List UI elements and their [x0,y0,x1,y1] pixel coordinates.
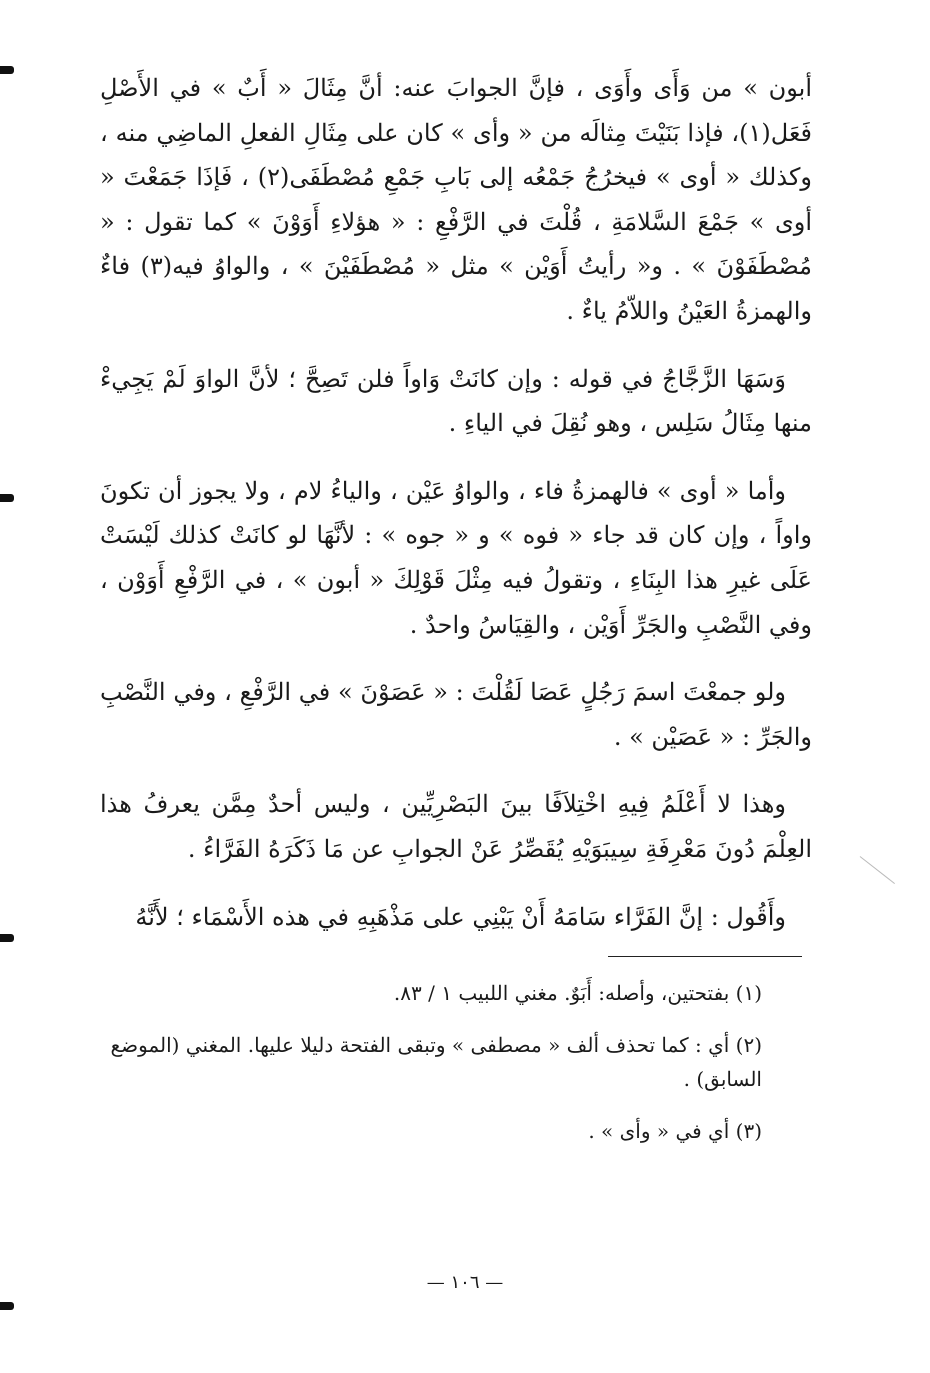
scan-edge-mark [0,1302,14,1310]
paragraph: وأَقُول : إنَّ الفَرَّاء سَامَهُ أَنْ يَبْنِي على مَذْهَبِهِ في هذه الأَسْمَاء ؛ لأَنَّهُ [135,902,786,931]
footnotes [100,976,812,1148]
scan-artifact [860,856,895,884]
paragraph: أبون » من وَأَى وأَوَى ، فإنَّ الجوابَ عنه: أنَّ مِثَالَ « أَبٌ » في الأَصْلِ فَعَل(١)، فإذا بَنَيْتَ مِثالَه من « وأى » كان على مِثَالِ الفعلِ الماضِي منه ، وكذلك « أوى » فيخرُجُ جَمْعُه إلى بَابِ جَمْعِ مُصْطَفَى(٢) ، فَإذَا جَمَعْتَ « أوى » جَمْعَ السَّلامَةِ ، قُلْتَ في الرَّفْعِ : « هؤلاءِ أَوَوْنَ » كما تقول : « مُصْطَفَوْنَ » . و« رأيتُ أَوَيْن » مثل « مُصْطَفَيْنَ » ، والواوُ فيه(٣) فاءٌ والهمزةُ العَيْنُ واللاّمُ ياءٌ . [100,74,813,325]
footnote: (٣) أي في « وأى » . [588,1119,762,1143]
scan-edge-mark [0,494,14,502]
footnote: (١) بفتحتين، وأصله: أَبَوٌ. مغني اللبيب ١ / ٨٣. [393,981,762,1005]
footnote-separator [608,956,802,957]
footnote: (٢) أي : كما تحذف ألف « مصطفى » وتبقى الفتحة دليلا عليها. المغني (الموضع السابق) . [110,1033,762,1091]
page-number: — ١٠٦ — [426,1272,504,1293]
paragraph: وهذا لا أَعْلَمُ فِيهِ اخْتِلاَفًا بينَ البَصْرِيِّين ، وليس أحدٌ مِمَّن يعرفُ هذا العِلْمَ دُونَ مَعْرِفَةِ سِيبَوَيْهِ يُقَصِّرُ عَنْ الجوابِ عن مَا ذَكَرَهُ الفَرَّاءُ . [100,790,812,863]
scan-edge-mark [0,66,14,74]
paragraph: ولو جمعْتَ اسمَ رَجُلٍ عَصَا لَقُلْتَ : « عَصَوْنَ » في الرَّفْعِ ، وفي النَّصْبِ والجَرِّ : « عَصَيْن » . [100,678,812,751]
main-text [100,66,812,939]
paragraph: وَسَهَا الزَّجَّاجُ في قوله : وإن كانَتْ وَاواً فلن تَصِحَّ ؛ لأنَّ الواوَ لَمْ يَجِيءْ منها مِثَالُ سَلِس ، وهو نُقِلَ في الياءِ . [100,364,812,438]
paragraph: وأما « أوى » فالهمزةُ فاء ، والواوُ عَيْن ، والياءُ لام ، ولا يجوز أن تكونَ واواً ، وإن كان قد جاء « فوه » و « جوه » : لأنَّهَا لو كانَتْ كذلك لَيْسَتْ عَلَى غيرِ هذا البِنَاءِ ، وتقولُ فيه مِثْلَ قَوْلِكَ « أبون » ، في الرَّفْعِ أَوَوْن ، وفي النَّصْبِ والجَرِّ أَوَيْن ، والقِيَاسُ واحدٌ . [100,476,812,639]
scan-edge-mark [0,934,14,942]
